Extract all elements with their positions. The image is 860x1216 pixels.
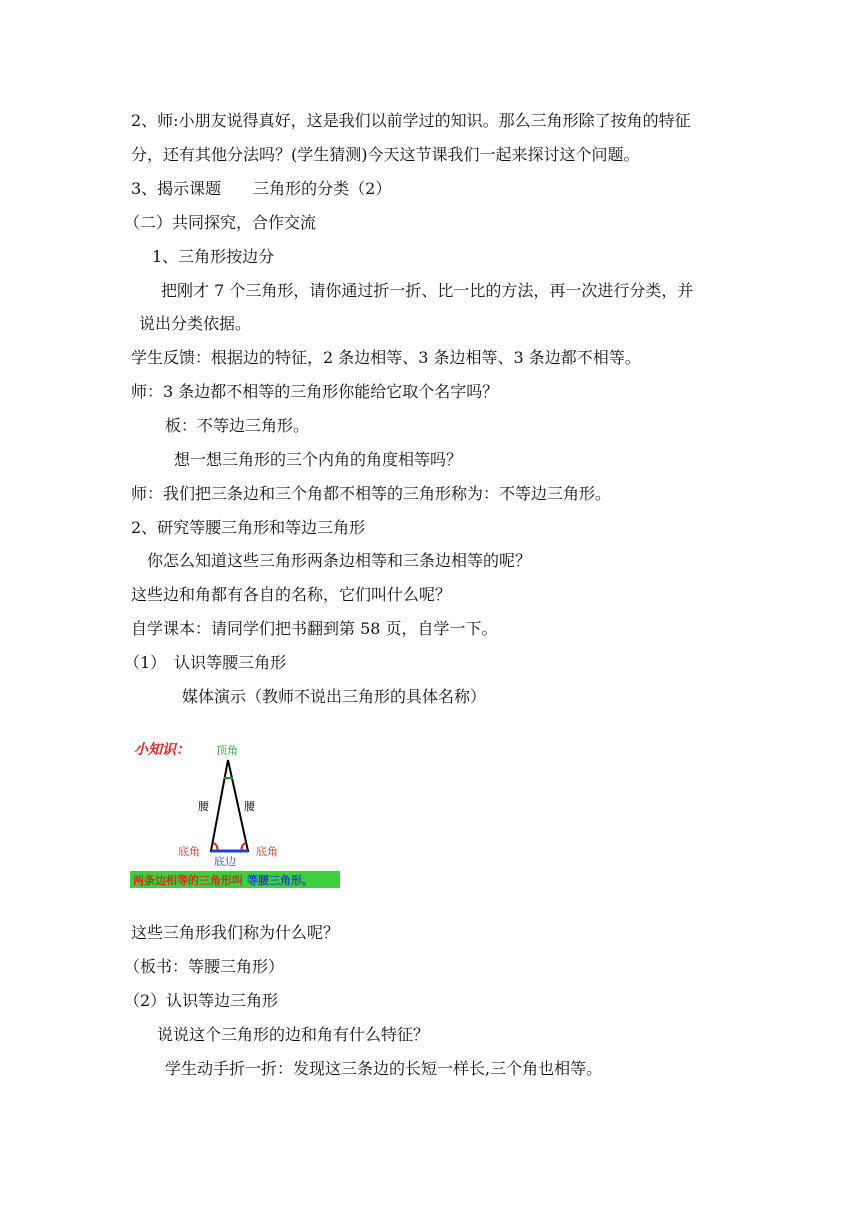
- caption-term: 等腰三角形。: [247, 874, 313, 887]
- paragraph-line: 板：不等边三角形。: [165, 416, 310, 435]
- paragraph-line: 分，还有其他分法吗？(学生猜测)今天这节课我们一起来探讨这个问题。: [131, 145, 640, 164]
- paragraph-line: 自学课本：请同学们把书翻到第 58 页，自学一下。: [131, 619, 498, 638]
- figure-caption: [133, 873, 313, 887]
- base-angle-right-label: 底角: [256, 845, 278, 858]
- isosceles-triangle-diagram: [128, 736, 358, 892]
- paragraph-line: 师：3 条边都不相等的三角形你能给它取个名字吗？: [131, 382, 499, 401]
- paragraph-line: 把刚才 7 个三角形，请你通过折一折、比一比的方法，再一次进行分类，并: [161, 281, 694, 300]
- apex-angle-label: 顶角: [216, 744, 238, 757]
- section-heading: （二）共同探究，合作交流: [124, 213, 317, 232]
- paragraph-line: 2、师:小朋友说得真好，这是我们以前学过的知识。那么三角形除了按角的特征: [131, 111, 691, 130]
- base-angle-left-label: 底角: [178, 845, 200, 858]
- paragraph-line: 这些边和角都有各自的名称，它们叫什么呢？: [131, 585, 452, 604]
- paragraph-line: 3、揭示课题 三角形的分类（2）: [131, 179, 392, 198]
- caption-definition: 两条边相等的三角形叫: [133, 874, 243, 887]
- section-heading: 2、研究等腰三角形和等边三角形: [131, 518, 366, 537]
- triangle-shape: [211, 760, 248, 851]
- paragraph-line: 媒体演示（教师不说出三角形的具体名称）: [182, 687, 487, 706]
- paragraph-line: （板书：等腰三角形）: [124, 957, 285, 976]
- paragraph-line: 想一想三角形的三个内角的角度相等吗？: [174, 450, 463, 469]
- figure-title: 小知识：: [134, 742, 190, 758]
- isosceles-triangle-figure: [128, 736, 358, 892]
- paragraph-line: 说出分类依据。: [139, 314, 252, 333]
- subsection-heading: （2）认识等边三角形: [124, 991, 279, 1010]
- paragraph-line: 师：我们把三条边和三个角都不相等的三角形称为：不等边三角形。: [131, 484, 612, 503]
- paragraph-line: 说说这个三角形的边和角有什么特征？: [157, 1025, 430, 1044]
- base-side-label: 底边: [214, 855, 236, 868]
- leg-left-label: 腰: [198, 800, 209, 813]
- subsection-heading: （1） 认识等腰三角形: [124, 653, 287, 672]
- leg-right-label: 腰: [244, 800, 255, 813]
- paragraph-line: 你怎么知道这些三角形两条边相等和三条边相等的呢？: [147, 551, 532, 570]
- paragraph-line: 这些三角形我们称为什么呢？: [131, 923, 340, 942]
- paragraph-line: 学生反馈：根据边的特征，2 条边相等、3 条边相等、3 条边都不相等。: [131, 348, 641, 367]
- paragraph-line: 学生动手折一折：发现这三条边的长短一样长,三个角也相等。: [165, 1059, 603, 1078]
- subsection-heading: 1、三角形按边分: [152, 247, 275, 266]
